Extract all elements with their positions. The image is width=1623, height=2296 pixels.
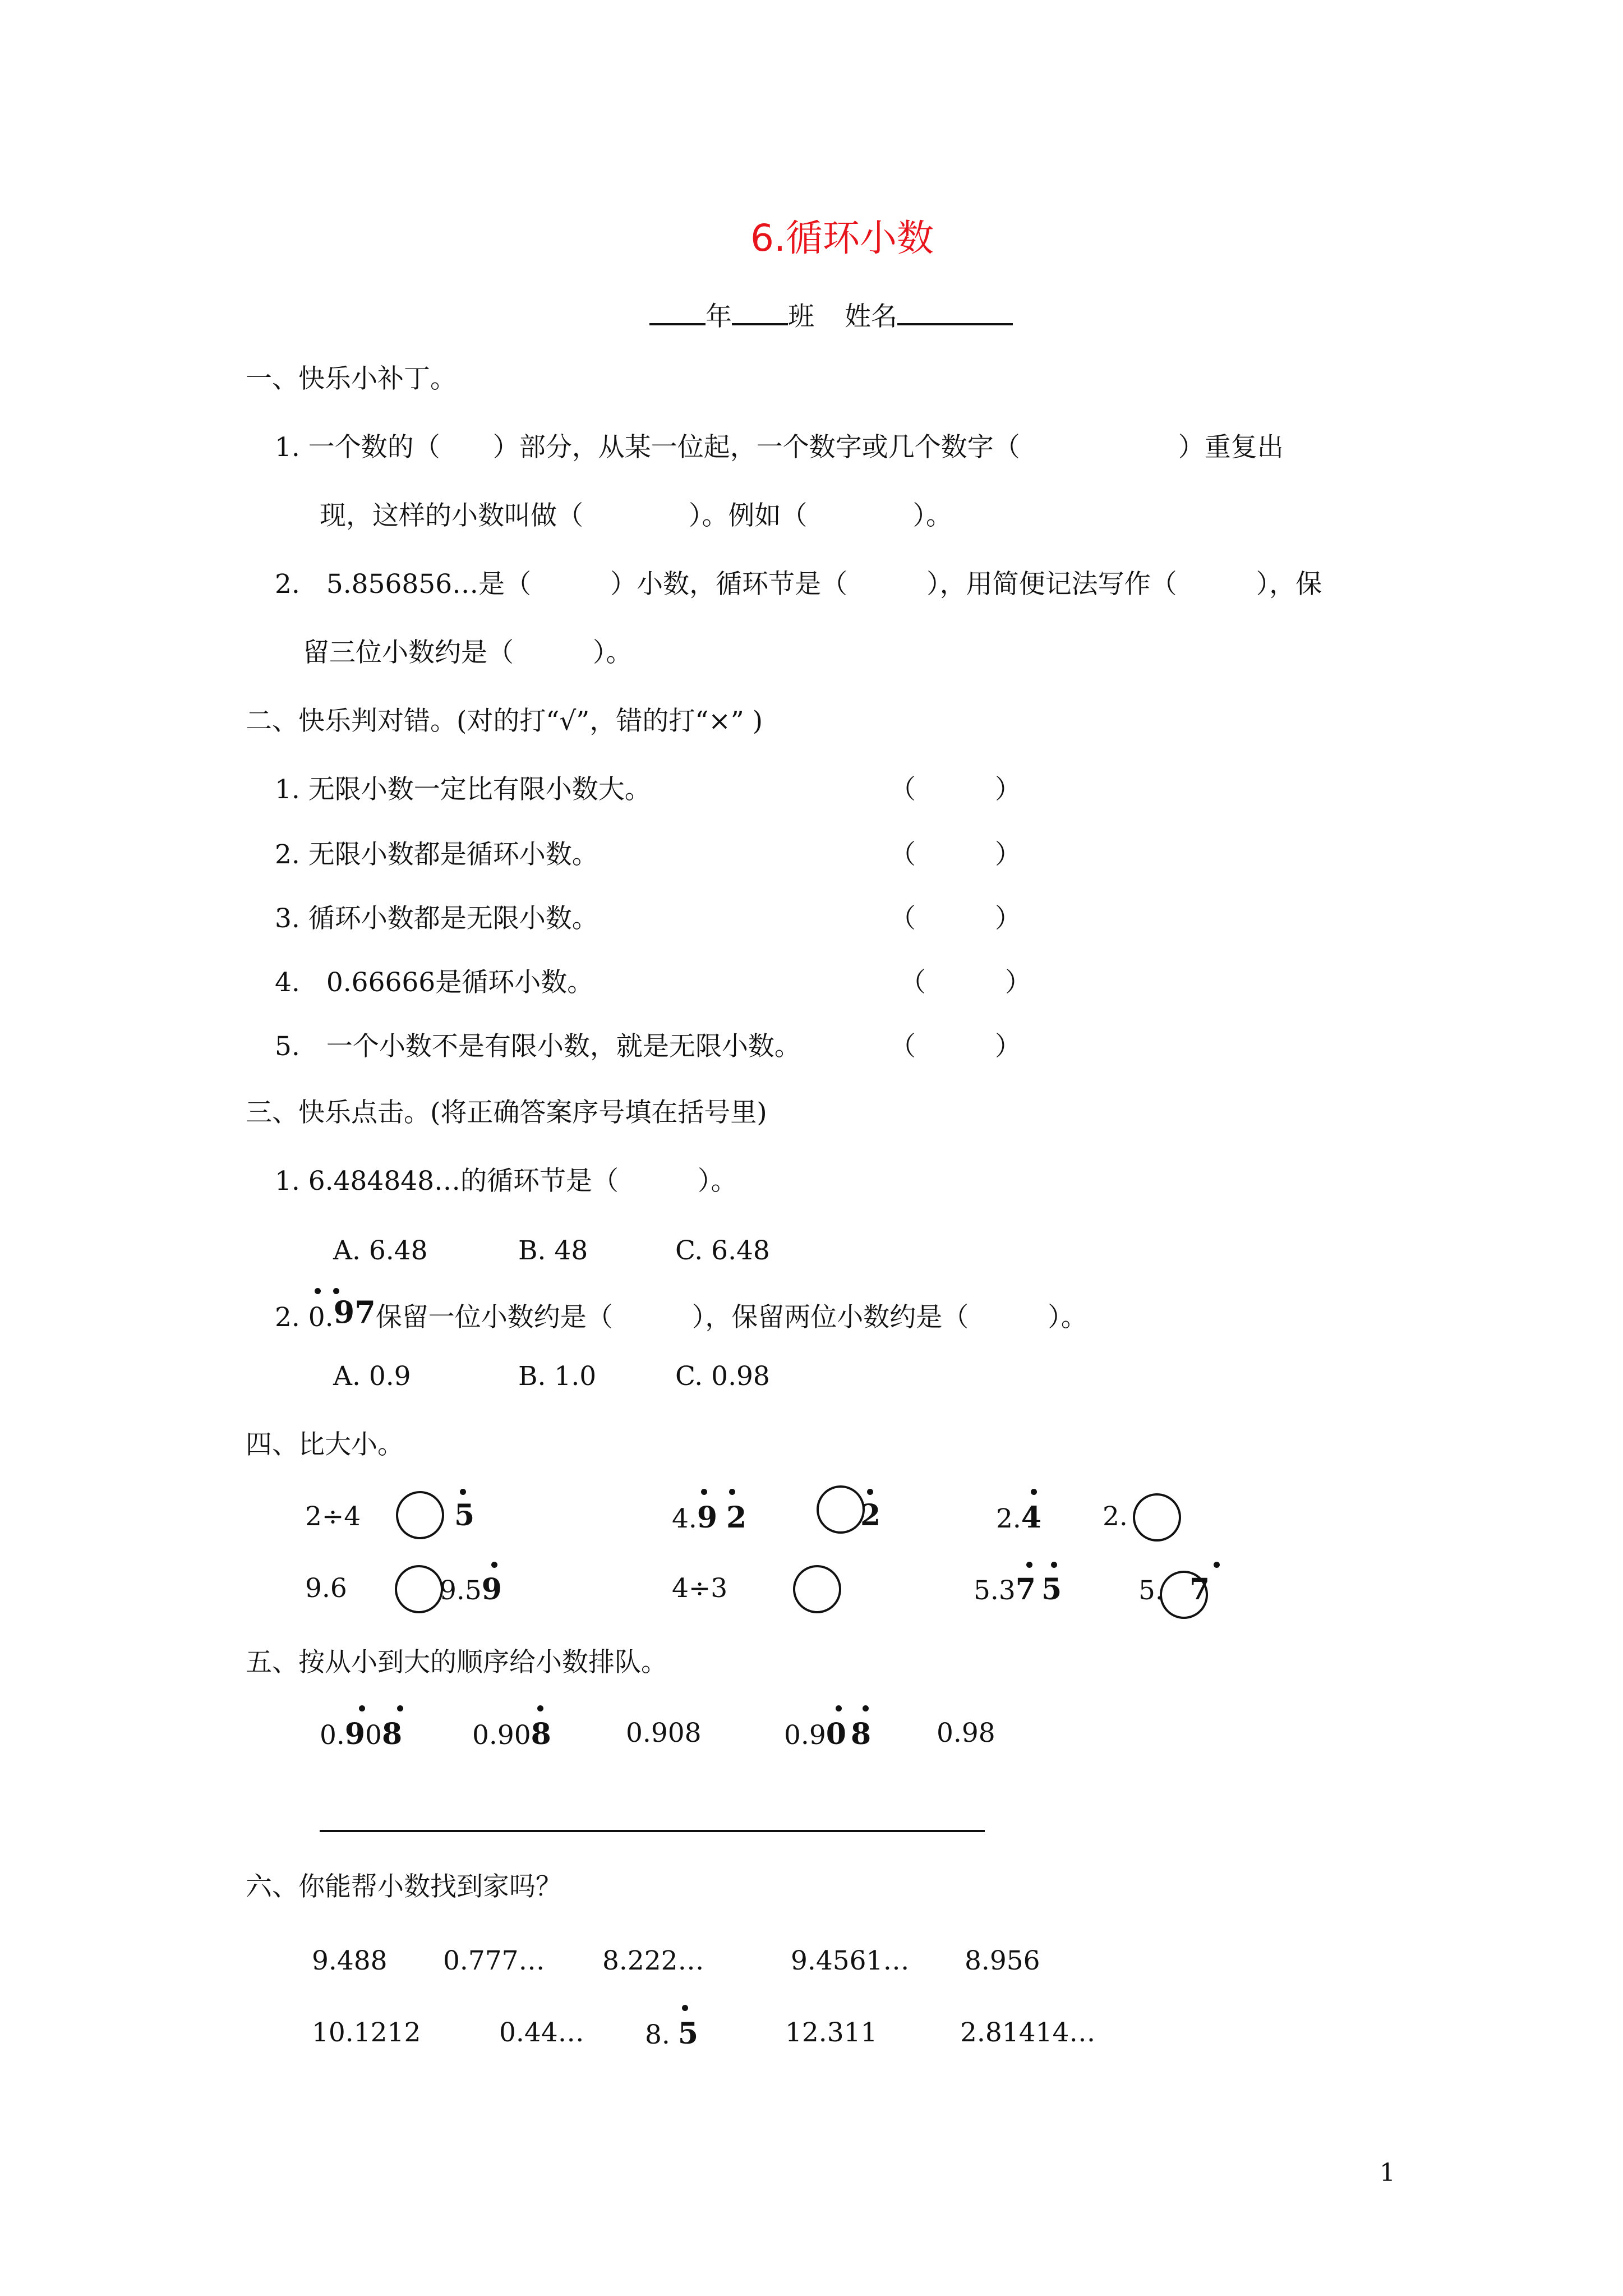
repeating-digit: 9 [697,1501,718,1535]
s2-item-3: 3. 循环小数都是无限小数。 [275,903,598,934]
decimal-item[interactable] [645,2019,698,2049]
s2-answer-2[interactable]: （ ） [889,839,1021,870]
decimal-prefix: 2. [996,1503,1021,1534]
s3-q2-option-c[interactable]: C. 0.98 [675,1361,770,1392]
order-number-1 [320,1717,403,1751]
repeating-digit: 9 [344,1717,366,1751]
repetend-dot [397,1705,403,1711]
repetend-dot [333,1288,339,1294]
s2-answer-4[interactable]: （ ） [900,967,1031,998]
compare-left-value: 4÷3 [672,1573,728,1604]
repeating-digit: 8 [531,1717,551,1751]
s3-q2-option-b[interactable]: B. 1.0 [518,1361,597,1392]
compare-left-value: 2÷4 [305,1501,361,1532]
repeating-digit: 8 [850,1717,872,1751]
repetend-dot [701,1489,707,1495]
repeating-digit: 7 [1189,1572,1210,1607]
repetend-dot [1031,1489,1037,1495]
name-blank[interactable] [897,297,1013,325]
decimal-item[interactable]: 9.4561… [791,1945,910,1976]
repetend-dot [537,1705,543,1711]
decimal-item[interactable]: 10.1212 [312,2017,421,2048]
repetend-dot [491,1562,497,1568]
decimal-item[interactable]: 0.44… [499,2017,584,2048]
repeating-digit: 7 [1015,1572,1036,1607]
s2-answer-3[interactable]: （ ） [889,903,1021,934]
s1-q1-line1: 1. 一个数的（ ）部分，从某一位起，一个数字或几个数字（ ）重复出 [275,432,1284,463]
class-blank[interactable] [732,297,788,325]
compare-right-value: 5 [454,1498,475,1533]
decimal-item[interactable]: 9.488 [312,1945,388,1976]
compare-right-value [440,1572,502,1607]
repetend-dot [867,1489,873,1495]
repeating-digit: 9 [333,1294,355,1330]
repeating-digit: 5 [677,2017,699,2051]
repetend-dot [1026,1562,1032,1568]
s2-item-1: 1. 无限小数一定比有限小数大。 [275,774,651,805]
s2-answer-1[interactable]: （ ） [889,774,1021,805]
s1-q2-line2: 留三位小数约是（ ）。 [303,637,633,668]
repetend-dot [460,1489,466,1495]
repetend-dot [863,1705,869,1711]
decimal-prefix: 0.9 [784,1720,826,1751]
section-2-heading: 二、快乐判对错。(对的打“√”，错的打“×” ) [246,706,763,737]
section-5-heading: 五、按从小到大的顺序给小数排队。 [246,1647,667,1678]
repetend-dot [315,1288,321,1294]
decimal-prefix: 5.3 [974,1575,1016,1606]
section-1-heading: 一、快乐小补丁。 [246,364,457,394]
order-number-3: 0.908 [626,1718,702,1749]
order-number-4 [784,1717,872,1751]
s3-q2-text: 保留一位小数约是（ ），保留两位小数约是（ ）。 [375,1302,1087,1333]
repeating-digit: 4 [1021,1501,1042,1535]
decimal-prefix: 5. [1138,1575,1164,1606]
compare-left-value [996,1503,1041,1533]
s1-q1-line2: 现，这样的小数叫做（ ）。例如（ ）。 [320,500,952,531]
compare-circle[interactable] [395,1565,443,1613]
s3-q1-option-a[interactable]: A. 6.48 [333,1235,428,1266]
repetend-dot [1051,1562,1057,1568]
compare-circle[interactable] [817,1485,865,1534]
decimal-prefix: 9.5 [440,1575,482,1606]
page-title: 6.循环小数 [750,217,934,260]
compare-circle[interactable] [1133,1493,1181,1542]
section-6-heading: 六、你能帮小数找到家吗？ [246,1871,562,1902]
compare-right-value: 2. [1103,1501,1128,1532]
repeating-digit: 8 [381,1717,403,1751]
s2-answer-5[interactable]: （ ） [889,1031,1021,1062]
decimal-item[interactable]: 8.222… [602,1945,704,1976]
year-blank[interactable] [649,297,706,325]
compare-right-value: 2 [860,1498,881,1533]
repeating-digit: 5 [1041,1572,1062,1607]
decimal-item[interactable]: 12.311 [785,2017,878,2048]
repeating-digit: 9 [481,1572,502,1607]
s3-q2-prefix: 2. 0. [275,1302,334,1333]
repetend-dot [359,1705,365,1711]
s3-q1: 1. 6.484848…的循环节是（ ）。 [275,1166,737,1197]
decimal-item[interactable]: 8.956 [965,1945,1040,1976]
compare-left-value: 9.6 [305,1573,347,1604]
compare-circle[interactable] [1160,1571,1208,1619]
s2-item-2: 2. 无限小数都是循环小数。 [275,839,598,870]
decimal-prefix: 0.90 [472,1720,531,1751]
repeating-digit: 0 [826,1717,846,1751]
s3-q1-option-c[interactable]: C. 6.48 [675,1235,770,1266]
s2-item-4: 4. 0.66666是循环小数。 [275,967,594,998]
class-label: 班 [788,301,814,332]
compare-left-value [672,1503,746,1533]
year-label: 年 [706,301,732,332]
page-number: 1 [1380,2159,1395,2187]
s1-q2-line1: 2. 5.856856…是（ ）小数，循环节是（ ），用简便记法写作（ ），保 [275,569,1322,600]
repetend-dot [729,1489,735,1495]
decimal-item[interactable]: 0.777… [443,1945,545,1976]
repetend-dot [836,1705,842,1711]
repeating-digit: 7 [354,1294,376,1330]
decimal-item[interactable]: 2.81414… [960,2017,1096,2048]
s3-q2 [275,1294,1087,1333]
decimal-prefix: 0. [320,1720,345,1751]
s3-q2-option-a[interactable]: A. 0.9 [333,1361,411,1392]
order-number-2 [472,1717,551,1751]
student-info-line [649,297,1013,330]
answer-line[interactable] [320,1830,985,1832]
section-4-heading: 四、比大小。 [246,1429,404,1460]
section-3-heading: 三、快乐点击。(将正确答案序号填在括号里) [246,1097,767,1128]
repeating-digit: 2 [726,1501,747,1535]
repetend-dot [682,2005,688,2011]
compare-circle[interactable] [793,1565,841,1613]
compare-circle[interactable] [396,1491,444,1539]
s3-q1-option-b[interactable]: B. 48 [518,1235,588,1266]
repetend-dot [1214,1562,1220,1568]
name-label: 姓名 [845,301,897,332]
digit: 0 [365,1720,382,1751]
s2-item-5: 5. 一个小数不是有限小数，就是无限小数。 [275,1031,801,1062]
decimal-prefix: 8. [645,2019,670,2050]
compare-left-value [974,1572,1062,1607]
order-number-5: 0.98 [937,1718,995,1749]
decimal-prefix: 4. [672,1503,697,1534]
